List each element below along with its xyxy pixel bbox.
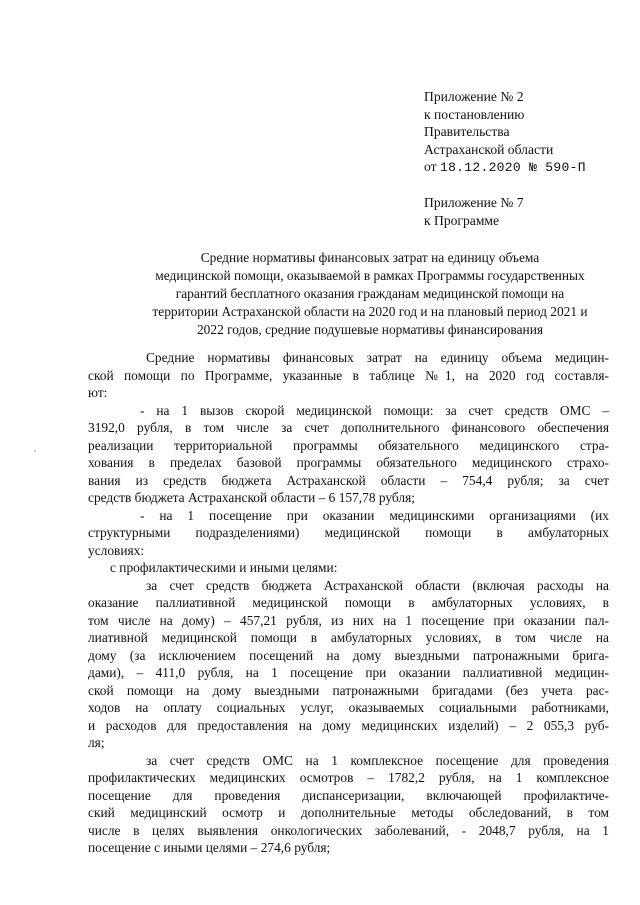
header-spacer [424, 177, 586, 194]
document-body [88, 349, 609, 857]
body-line: - на 1 посещение при оказании медицинскими организациями (их [140, 507, 609, 523]
appendix-ref-line: к постановлению [424, 106, 525, 122]
body-line: том числе на дому) – 457,21 рубля, из них на 1 посещение при оказании пал- [88, 612, 609, 628]
title-line: медицинской помощи, оказываемой в рамках Программы государственных [155, 268, 585, 283]
body-line: Средние нормативы финансовых затрат на единицу объема медицин- [146, 350, 609, 365]
program-ref-line: к Программе [424, 212, 500, 228]
body-line: ской помощи по Программе, указанные в таблице №1, на 2020 год составля- [88, 367, 609, 383]
body-line: 3192,0 рубля, в том числе за счет дополнительного финансового обеспечения [88, 420, 609, 435]
body-line: профилактических медицинских осмотров – 1782,2 рубля, на 1 комплексное [88, 770, 609, 785]
scan-speck [34, 450, 36, 452]
body-line: структурными подразделениями) медицинской помощи в амбулаторных [88, 525, 609, 540]
body-line: лиативной медицинской помощи в амбулаторных условиях, в том числе на [88, 630, 609, 645]
body-line: ходов на оплату социальных услуг, оказываемых социальными работниками, [88, 700, 609, 715]
appendix-header [424, 88, 586, 229]
body-line: средств бюджета Астраханской области – 6 157,78 рубля; [88, 490, 415, 505]
title-line: гарантий бесплатного оказания гражданам медицинской помощи на [175, 286, 565, 301]
body-line: и расходов для предоставления на дому медицинских изделий) – 2 055,3 руб- [88, 717, 609, 733]
body-line: посещение с иными целями – 274,6 рубля; [88, 840, 331, 855]
body-line: вания из средств бюджета Астраханской области – 754,4 рубля; за счет [88, 472, 609, 488]
body-line: за счет средств ОМС на 1 комплексное посещение для проведения [146, 752, 609, 768]
program-appendix-number: Приложение № 7 [424, 194, 524, 210]
date-prefix: от [424, 159, 437, 175]
document-title [100, 249, 640, 339]
body-line: оказание паллиативной медицинской помощи в амбулаторных условиях, в [88, 595, 609, 610]
body-line: ля; [88, 735, 105, 750]
title-line: Средние нормативы финансовых затрат на единицу объема [200, 250, 540, 265]
body-line: с профилактическими и иными целями: [110, 560, 338, 575]
appendix-ref-line: Правительства [424, 124, 510, 140]
resolution-date-number: 18.12.2020 № 590-П [439, 160, 586, 176]
title-line: территории Астраханской области на 2020 год и на плановый период 2021 и [152, 304, 588, 319]
body-line: условиях: [88, 542, 145, 558]
body-line: реализации территориальной программы обязательного медицинского стра- [88, 437, 609, 453]
resolution-date-line [424, 158, 586, 177]
body-line: дому (за исключением посещений на дому выездными патронажными брига- [88, 647, 609, 663]
appendix-number: Приложение № 2 [424, 89, 524, 104]
body-line: ской помощи на дому выездными патронажными бригадами (без учета рас- [88, 682, 609, 698]
body-line: ский медицинский осмотр и дополнительные методы обследований, в том [88, 805, 609, 820]
title-line: 2022 годов, средние подушевые нормативы финансирования [196, 322, 544, 337]
appendix-ref-line: Астраханской области [424, 141, 554, 157]
body-line: числе в целях выявления онкологических заболеваний, - 2048,7 рубля, на 1 [88, 822, 609, 838]
body-line: хования в пределах базовой программы обязательного медицинского страхо- [88, 455, 609, 470]
body-line: дами), – 411,0 рубля, на 1 посещение при оказании паллиативной медицин- [88, 665, 609, 680]
body-line: за счет средств бюджета Астраханской области (включая расходы на [146, 577, 609, 593]
body-line: посещение для проведения диспансеризации, включающей профилактиче- [88, 787, 609, 803]
body-line: ют: [88, 385, 108, 400]
body-line: - на 1 вызов скорой медицинской помощи: за счет средств ОМС – [140, 402, 609, 418]
